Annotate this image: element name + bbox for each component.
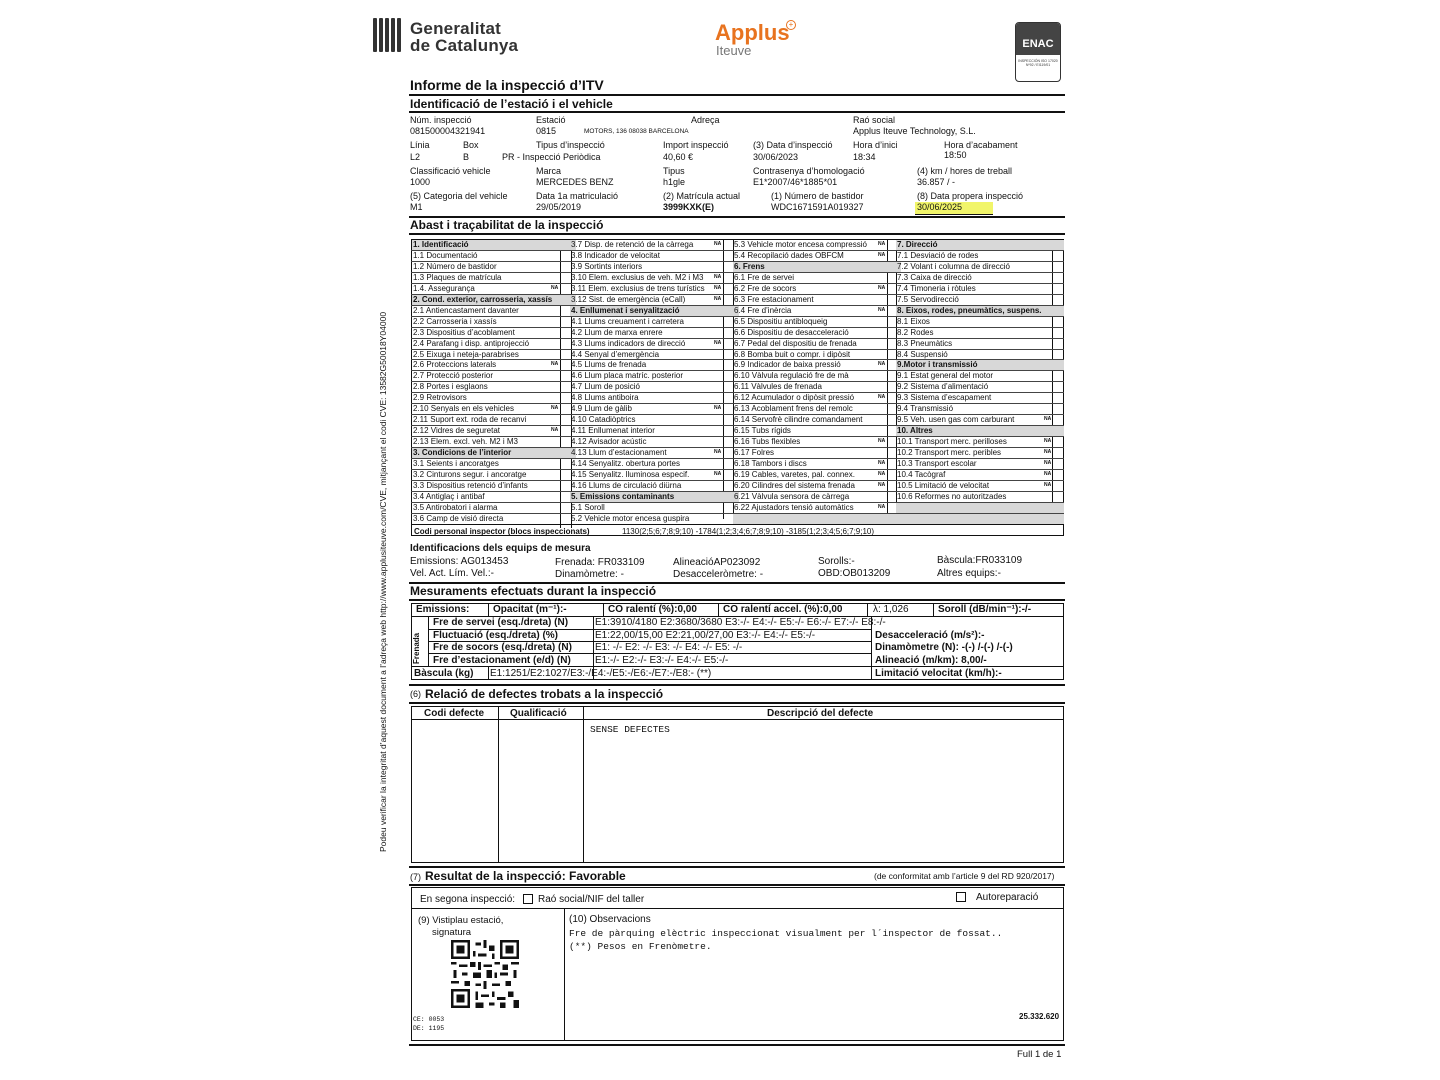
grid-item: 10.3 Transport escolar	[897, 459, 977, 468]
grid-col-line	[1052, 239, 1053, 519]
label: Data 1a matriculació	[536, 191, 619, 201]
grid-item: 6.3 Fre estacionament	[734, 294, 814, 304]
equip-value: AlineacióAP023092	[673, 557, 761, 568]
bascula-label: Bàscula (kg)	[414, 668, 474, 679]
grid-item: 3.2 Cinturons segur. i ancoratge	[413, 469, 527, 479]
grid-item: 5.4 Recopilació dades OBFCM	[734, 250, 844, 260]
value: B	[463, 152, 470, 162]
na-mark: NA	[1044, 470, 1052, 477]
grid-item: 2.3 Dispositius d’acoblament	[413, 327, 515, 337]
dinamometre: Dinamòmetre (N): -(-) /-(-) /-(-)	[875, 642, 1013, 653]
grid-section-header: 1. Identificació	[413, 240, 469, 249]
grid-item: 6.6 Dispositiu de desacceleració	[734, 327, 849, 337]
page-number: Full 1 de 1	[1017, 1049, 1062, 1060]
label: Adreça	[691, 115, 720, 125]
value: MERCEDES BENZ	[536, 177, 614, 187]
label: Contrasenya d’homologació	[753, 166, 865, 176]
grid-section-header: 3. Condicions de l’interior	[413, 448, 512, 458]
na-mark: NA	[878, 241, 886, 247]
na-mark: NA	[878, 470, 886, 477]
row-line	[428, 653, 871, 654]
grid-item: 3.7 Disp. de retenció de la càrrega	[571, 240, 694, 249]
grid-item: 4.15 Senyalitz. lluminosa especif.	[571, 469, 690, 479]
vistiplau-label: (9) Vistiplau estació,	[418, 915, 504, 926]
equip-value: Desacceleròmetre: -	[673, 569, 764, 580]
grid-item: 5.1 Soroll	[571, 502, 605, 512]
fre-socors-label: Fre de socors (esq./dreta) (N)	[433, 642, 572, 653]
autoreparacio-checkbox[interactable]	[956, 892, 966, 902]
value: MOTORS, 136 08038 BARCELONA	[584, 128, 689, 135]
grid-item: 9.1 Estat general del motor	[897, 371, 994, 381]
grid-item: 6.14 Servofrè cilindre comandament	[734, 415, 863, 425]
value: 30/06/2023	[753, 152, 799, 162]
col-line	[867, 603, 868, 616]
label: Import inspecció	[663, 140, 729, 150]
defectes-text: SENSE DEFECTES	[590, 724, 670, 735]
label: (8) Data propera inspecció	[917, 191, 1024, 201]
col-line	[488, 603, 489, 616]
col-line	[498, 706, 499, 863]
value: 29/05/2019	[536, 202, 582, 212]
grid-section-header: 8. Eixos, rodes, pneumàtics, suspens.	[897, 305, 1042, 315]
na-mark: NA	[878, 306, 886, 313]
applus-logo: Applus	[715, 20, 790, 45]
label: Tipus	[663, 166, 685, 176]
na-mark: NA	[714, 449, 722, 456]
co-accel: CO ralentí accel. (%):0,00	[723, 604, 843, 615]
na-mark: NA	[714, 284, 722, 291]
label: (5) Categoria del vehicle	[410, 191, 508, 201]
na-mark: NA	[714, 241, 722, 247]
value: E1*2007/46*1885*01	[753, 177, 838, 187]
col-qualif: Qualificació	[510, 708, 567, 719]
grid-item: 4.5 Llums de frenada	[571, 360, 647, 370]
observacions-label: (10) Observacions	[569, 914, 651, 925]
equip-value: Dinamòmetre: -	[555, 569, 624, 580]
grid-item: 2.9 Retrovisors	[413, 393, 467, 403]
value: 40,60 €	[663, 152, 694, 162]
grid-item: 3.1 Seients i ancoratges	[413, 459, 499, 468]
equip-value: Sorolls:-	[818, 556, 855, 567]
grid-item: 3.9 Sortints interiors	[571, 261, 643, 271]
grid-item: 7.1 Desviació de rodes	[897, 250, 979, 260]
codi-label: Codi personal inspector (blocs inspeccionats)	[414, 527, 590, 536]
grid-item: 4.8 Llums antiboira	[571, 393, 639, 403]
divider	[409, 94, 1065, 96]
qr-code-icon	[451, 940, 519, 1008]
grid-row-line	[411, 524, 1064, 525]
na-mark: NA	[714, 295, 722, 302]
lambda: λ: 1,026	[873, 604, 909, 615]
na-mark: NA	[878, 361, 886, 368]
grid-section-header: 10. Altres	[897, 426, 933, 436]
value: 3999KXK(E)	[663, 202, 715, 212]
defectes-table	[411, 706, 1064, 863]
grid-empty-cell	[733, 514, 901, 524]
grid-item: 2.5 Eixuga i neteja-parabrises	[413, 349, 519, 359]
grid-item: 4.6 Llum placa matríc. posterior	[571, 371, 684, 381]
na-mark: NA	[1044, 438, 1052, 445]
na-mark: NA	[878, 481, 886, 488]
label: Classificació vehicle	[410, 166, 491, 176]
value: 081500004321941	[410, 126, 486, 136]
divider	[409, 866, 1065, 868]
grid-item: 5.2 Vehicle motor encesa guspira	[571, 513, 690, 523]
grid-item: 2.4 Parafang i disp. antiprojecció	[413, 338, 530, 348]
grid-item: 3.5 Antirobatori i alarma	[413, 502, 498, 512]
divider	[409, 233, 1065, 235]
fre-estac-label: Fre d’estacionament (e/d) (N)	[433, 655, 571, 666]
na-mark: NA	[551, 284, 559, 291]
grid-section-header: 7. Direcció	[897, 240, 938, 249]
label: Raó social	[853, 115, 896, 125]
emissions-label: Emissions:	[416, 604, 470, 615]
document-number: 25.332.620	[1019, 1012, 1060, 1021]
grid-col-line	[887, 239, 888, 519]
grid-item: 2.10 Senyals en els vehicles	[413, 404, 514, 414]
grid-item: 3.6 Camp de visió directa	[413, 513, 504, 523]
value: PR - Inspecció Periòdica	[502, 152, 601, 162]
grid-item: 3.3 Dispositius retenció d’infants	[413, 480, 528, 490]
na-mark: NA	[878, 394, 886, 401]
grid-item: 2.11 Suport ext. roda de recanvi	[413, 415, 527, 425]
label: Box	[463, 140, 479, 150]
na-mark: NA	[714, 405, 722, 412]
grid-item: 4.12 Avisador acústic	[571, 437, 647, 447]
equip-value: OBD:OB013209	[818, 568, 891, 579]
value: L2	[410, 152, 421, 162]
grid-item: 6.11 Vàlvules de frenada	[734, 382, 822, 392]
equip-value: Vel. Act. Lím. Vel.:-	[410, 568, 494, 579]
grid-item: 10.6 Reformes no autoritzades	[897, 491, 1007, 501]
value: h1gle	[663, 177, 686, 187]
na-mark: NA	[714, 273, 722, 280]
applus-plus-icon: +	[786, 20, 796, 30]
na-mark: NA	[878, 503, 886, 510]
grid-item: 6.1 Fre de servei	[734, 272, 795, 282]
grid-item: 6.20 Cilindres del sistema frenada	[734, 480, 855, 490]
ce-code: CE: 0053	[413, 1016, 445, 1023]
na-mark: NA	[551, 405, 559, 412]
opacitat: Opacitat (m⁻¹):-	[493, 604, 567, 615]
desaccel: Desacceleració (m/s²):-	[875, 630, 985, 641]
col-line	[933, 603, 934, 616]
col-line	[428, 616, 429, 666]
grid-item: 5.3 Vehicle motor encesa compressió	[734, 240, 867, 249]
taller-label: Raó social/NIF del taller	[538, 894, 645, 905]
grid-item: 6.16 Tubs flexibles	[734, 437, 801, 447]
grid-item: 4.7 Llum de posició	[571, 382, 640, 392]
grid-section-header: 9.Motor i transmissió	[897, 360, 978, 370]
divider	[409, 684, 1065, 686]
grid-item: 4.16 Llums de circulació diürna	[571, 480, 682, 490]
section-identificacio-heading: Identificació de l’estació i el vehicle	[410, 97, 613, 111]
grid-item: 4.1 Llums creuament i carretera	[571, 316, 684, 326]
grid-item: 6.4 Fre d’inèrcia	[734, 305, 792, 315]
limitacio: Limitació velocitat (km/h):-	[875, 668, 1002, 679]
enac-logo: ENAC INSPECCIÓN ISO 17020 Nº92 / EI119/01	[1015, 22, 1061, 82]
grid-item: 2.13 Elem. excl. veh. M2 i M3	[413, 437, 518, 447]
grid-item: 9.3 Sistema d’escapament	[897, 393, 992, 403]
mesuraments-heading: Mesuraments efectuats durant la inspecció	[410, 584, 657, 598]
label: (1) Número de bastidor	[771, 191, 864, 201]
na-mark: NA	[1044, 460, 1052, 466]
generalitat-name: Generalitat de Catalunya	[410, 19, 519, 55]
na-mark: NA	[714, 339, 722, 346]
na-mark: NA	[878, 251, 886, 258]
grid-item: 3.12 Sist. de emergència (eCall)	[571, 294, 686, 304]
equip-value: Altres equips:-	[937, 568, 1001, 579]
alineacio: Alineació (m/km): 8,00/-	[875, 655, 987, 666]
grid-item: 9.2 Sistema d’alimentació	[897, 382, 989, 392]
value: 18:34	[853, 152, 876, 162]
generalitat-logo-icon	[373, 18, 403, 52]
grid-item: 4.4 Senyal d’emergència	[571, 349, 660, 359]
section-abast-heading: Abast i traçabilitat de la inspecció	[410, 218, 604, 232]
value: 0815	[536, 126, 557, 136]
codi-value: 1130(2;5;6;7;8;9;10) -1784(1;2;3;4;6;7;8;9;10) -3185(1;2;3;4;5;6;7;9;10)	[622, 527, 875, 536]
grid-item: 4.10 Catadiòptrics	[571, 415, 636, 425]
defectes-num: (6)	[410, 689, 421, 699]
label: Hora d’inici	[853, 140, 898, 150]
grid-item: 9.5 Veh. usen gas com carburant	[897, 415, 1015, 425]
grid-item: 6.22 Ajustadors tensió automàtics	[734, 502, 854, 512]
divider	[409, 884, 1065, 886]
de-code: DE: 1195	[413, 1025, 445, 1032]
na-mark: NA	[551, 361, 559, 368]
observacions-line: (**) Pesos en Frenòmetre.	[569, 941, 712, 952]
label: (3) Data d’inspecció	[753, 140, 833, 150]
value: 36.857 / -	[917, 177, 956, 187]
grid-section-header: 4. Enllumenat i senyalització	[571, 305, 680, 315]
grid-item: 2.6 Proteccions laterals	[413, 360, 497, 370]
resultat-heading: Resultat de la inspecció: Favorable	[425, 869, 626, 883]
grid-item: 3.11 Elem. exclusius de trens turístics	[571, 283, 705, 293]
grid-item: 8.3 Pneumàtics	[897, 338, 953, 348]
label: Estació	[536, 115, 566, 125]
value: 1000	[410, 177, 431, 187]
frenada-vertical-label: Frenada	[412, 632, 421, 664]
divider	[409, 1044, 1065, 1046]
signatura-label: signatura	[432, 927, 472, 938]
na-mark: NA	[878, 438, 886, 445]
na-mark: NA	[878, 460, 886, 466]
col-codi: Codi defecte	[424, 708, 485, 719]
grid-item: 7.5 Servodirecció	[897, 294, 959, 304]
grid-item: 6.15 Tubs rígids	[734, 426, 791, 436]
grid-item: 6.7 Pedal del dispositiu de frenada	[734, 338, 857, 348]
fre-estac-value: E1:-/- E2:-/- E3:-/- E4:-/- E5:-/-	[595, 655, 729, 666]
fluctuacio-label: Fluctuació (esq./dreta) (%)	[433, 630, 559, 641]
col-line	[564, 908, 565, 1041]
next-inspection-date: 30/06/2025	[917, 202, 963, 212]
bascula-value: E1:1251/E2:1027/E3:-/E4:-/E5:-/E6:-/E7:-/E8:- (**)	[490, 668, 712, 679]
grid-item: 1.4. Assegurança	[413, 283, 475, 293]
grid-item: 4.13 Llum d’estacionament	[571, 448, 667, 458]
label: Núm. inspecció	[410, 115, 472, 125]
equip-value: Bàscula:FR033109	[937, 555, 1023, 566]
applus-sub: Iteuve	[716, 43, 752, 58]
autoreparacio-label: Autoreparació	[976, 892, 1039, 903]
label: Tipus d’inspecció	[536, 140, 605, 150]
grid-item: 4.2 Llum de marxa enrere	[571, 327, 663, 337]
grid-item: 6.19 Cables, varetes, pal. connex.	[734, 469, 855, 479]
grid-item: 2.12 Vidres de seguretat	[413, 426, 501, 436]
fre-servei-label: Fre de servei (esq./dreta) (N)	[433, 617, 569, 628]
grid-item: 4.3 Llums indicadors de direcció	[571, 338, 686, 348]
value: WDC1671591A019327	[771, 202, 864, 212]
label: Marca	[536, 166, 562, 176]
grid-item: 1.2 Número de bastidor	[413, 261, 497, 271]
label: Línia	[410, 140, 430, 150]
grid-item: 1.3 Plaques de matrícula	[413, 272, 502, 282]
fluctuacio-value: E1:22,00/15,00 E2:21,00/27,00 E3:-/- E4:-/- E5:-/-	[595, 630, 816, 641]
na-mark: NA	[1044, 416, 1052, 423]
grid-item: 2.8 Portes i esglaons	[413, 382, 488, 392]
grid-item: 6.21 Vàlvula sensora de càrrega	[734, 491, 850, 501]
grid-empty-cell	[896, 503, 1064, 513]
observacions-line: Fre de pàrquing elèctric inspeccionat visualment per l´inspector de fossat..	[569, 928, 1003, 939]
grid-item: 10.4 Tacògraf	[897, 469, 946, 479]
verification-side-text: Podeu verificar la integritat d’aquest document a l’adreça web http://www.applusiteuve.com/CVE, mitjançant el codi CVE: 13582G50018Y04000	[378, 311, 388, 852]
grid-item: 3.10 Elem. exclusius de veh. M2 i M3	[571, 272, 704, 282]
grid-item: 6.10 Vàlvula regulació fre de mà	[734, 371, 849, 381]
taller-checkbox[interactable]	[523, 894, 533, 904]
row-line	[411, 719, 1064, 720]
value: 18:50	[944, 150, 967, 160]
grid-item: 2.1 Antiencastament davanter	[413, 305, 519, 315]
na-mark: NA	[878, 284, 886, 291]
grid-item: 10.1 Transport merc. perilloses	[897, 437, 1007, 447]
grid-col-line	[723, 239, 724, 519]
grid-item: 6.12 Acumulador o dipòsit pressió	[734, 393, 855, 403]
na-mark: NA	[551, 427, 559, 434]
label: Hora d’acabament	[944, 140, 1018, 150]
equip-value: Emissions: AG013453	[410, 556, 509, 567]
grid-item: 2.2 Carrosseria i xassís	[413, 316, 497, 326]
segona-label: En segona inspecció:	[420, 894, 516, 905]
grid-item: 3.8 Indicador de velocitat	[571, 250, 660, 260]
grid-item: 6.2 Fre de socors	[734, 283, 797, 293]
divider	[409, 599, 1065, 601]
grid-item: 7.4 Timoneria i ròtules	[897, 283, 976, 293]
na-mark: NA	[1044, 481, 1052, 488]
grid-item: 6.5 Dispositiu antibloqueig	[734, 316, 828, 326]
grid-item: 7.3 Caixa de direcció	[897, 272, 972, 282]
grid-section-header: 2. Cond. exterior, carrosseria, xassís	[413, 294, 553, 304]
divider	[409, 702, 1065, 704]
grid-item: 1.1 Documentació	[413, 250, 478, 260]
resultat-num: (7)	[410, 872, 421, 882]
na-mark: NA	[714, 470, 722, 477]
col-line	[603, 603, 604, 616]
col-line	[488, 666, 489, 680]
grid-item: 4.11 Enllumenat interior	[571, 426, 655, 436]
grid-item: 9.4 Transmissió	[897, 404, 954, 414]
label: (2) Matrícula actual	[663, 191, 741, 201]
col-line	[583, 706, 584, 863]
equips-heading: Identificacions dels equips de mesura	[410, 543, 591, 554]
soroll: Soroll (dB/min⁻¹):-/-	[938, 604, 1032, 615]
grid-item: 6.8 Bomba buit o compr. i dipòsit	[734, 349, 851, 359]
grid-item: 7.2 Volant i columna de direcció	[897, 261, 1010, 271]
grid-item: 10.5 Limitació de velocitat	[897, 480, 990, 490]
col-desc: Descripció del defecte	[767, 708, 874, 719]
grid-item: 8.2 Rodes	[897, 327, 934, 337]
divider	[409, 111, 1065, 113]
grid-item: 4.9 Llum de gàlib	[571, 404, 632, 414]
grid-item: 8.4 Suspensió	[897, 349, 948, 359]
co-ralenti: CO ralentí (%):0,00	[608, 604, 697, 615]
row-line	[411, 666, 1064, 667]
value: M1	[410, 202, 423, 212]
value: Applus Iteuve Technology, S.L.	[853, 126, 976, 136]
grid-empty-cell	[896, 514, 1064, 524]
grid-item: 6.13 Acoblament frens del remolc	[734, 404, 853, 414]
page-title: Informe de la inspecció d’ITV	[410, 77, 604, 93]
label: (4) km / hores de treball	[917, 166, 1013, 176]
equip-value: Frenada: FR033109	[555, 557, 645, 568]
row-line	[411, 908, 1064, 909]
fre-socors-value: E1: -/- E2: -/- E3: -/- E4: -/- E5: -/-	[595, 642, 743, 653]
grid-item: 10.2 Transport merc. peribles	[897, 448, 1002, 458]
grid-section-header: 6. Frens	[734, 261, 765, 271]
grid-item: 4.14 Senyalitz. obertura portes	[571, 459, 680, 468]
grid-item: 6.9 Indicador de baixa pressió	[734, 360, 841, 370]
grid-item: 6.18 Tambors i discs	[734, 459, 807, 468]
defectes-heading: Relació de defectes trobats a la inspecció	[425, 687, 664, 701]
fre-servei-value: E1:3910/4180 E2:3680/3680 E3:-/- E4:-/- E5:-/- E6:-/- E7:-/- E8:-/-	[595, 617, 886, 628]
grid-item: 3.4 Antiglaç i antibaf	[413, 491, 485, 501]
col-line	[718, 603, 719, 616]
conformitat: (de conformitat amb l’article 9 del RD 920/2017)	[874, 871, 1055, 881]
underline	[915, 214, 993, 215]
na-mark: NA	[1044, 449, 1052, 456]
grid-item: 8.1 Eixos	[897, 316, 930, 326]
grid-section-header: 5. Emissions contaminants	[571, 491, 675, 501]
grid-item: 6.17 Folres	[734, 448, 775, 458]
grid-item: 2.7 Protecció posterior	[413, 371, 494, 381]
